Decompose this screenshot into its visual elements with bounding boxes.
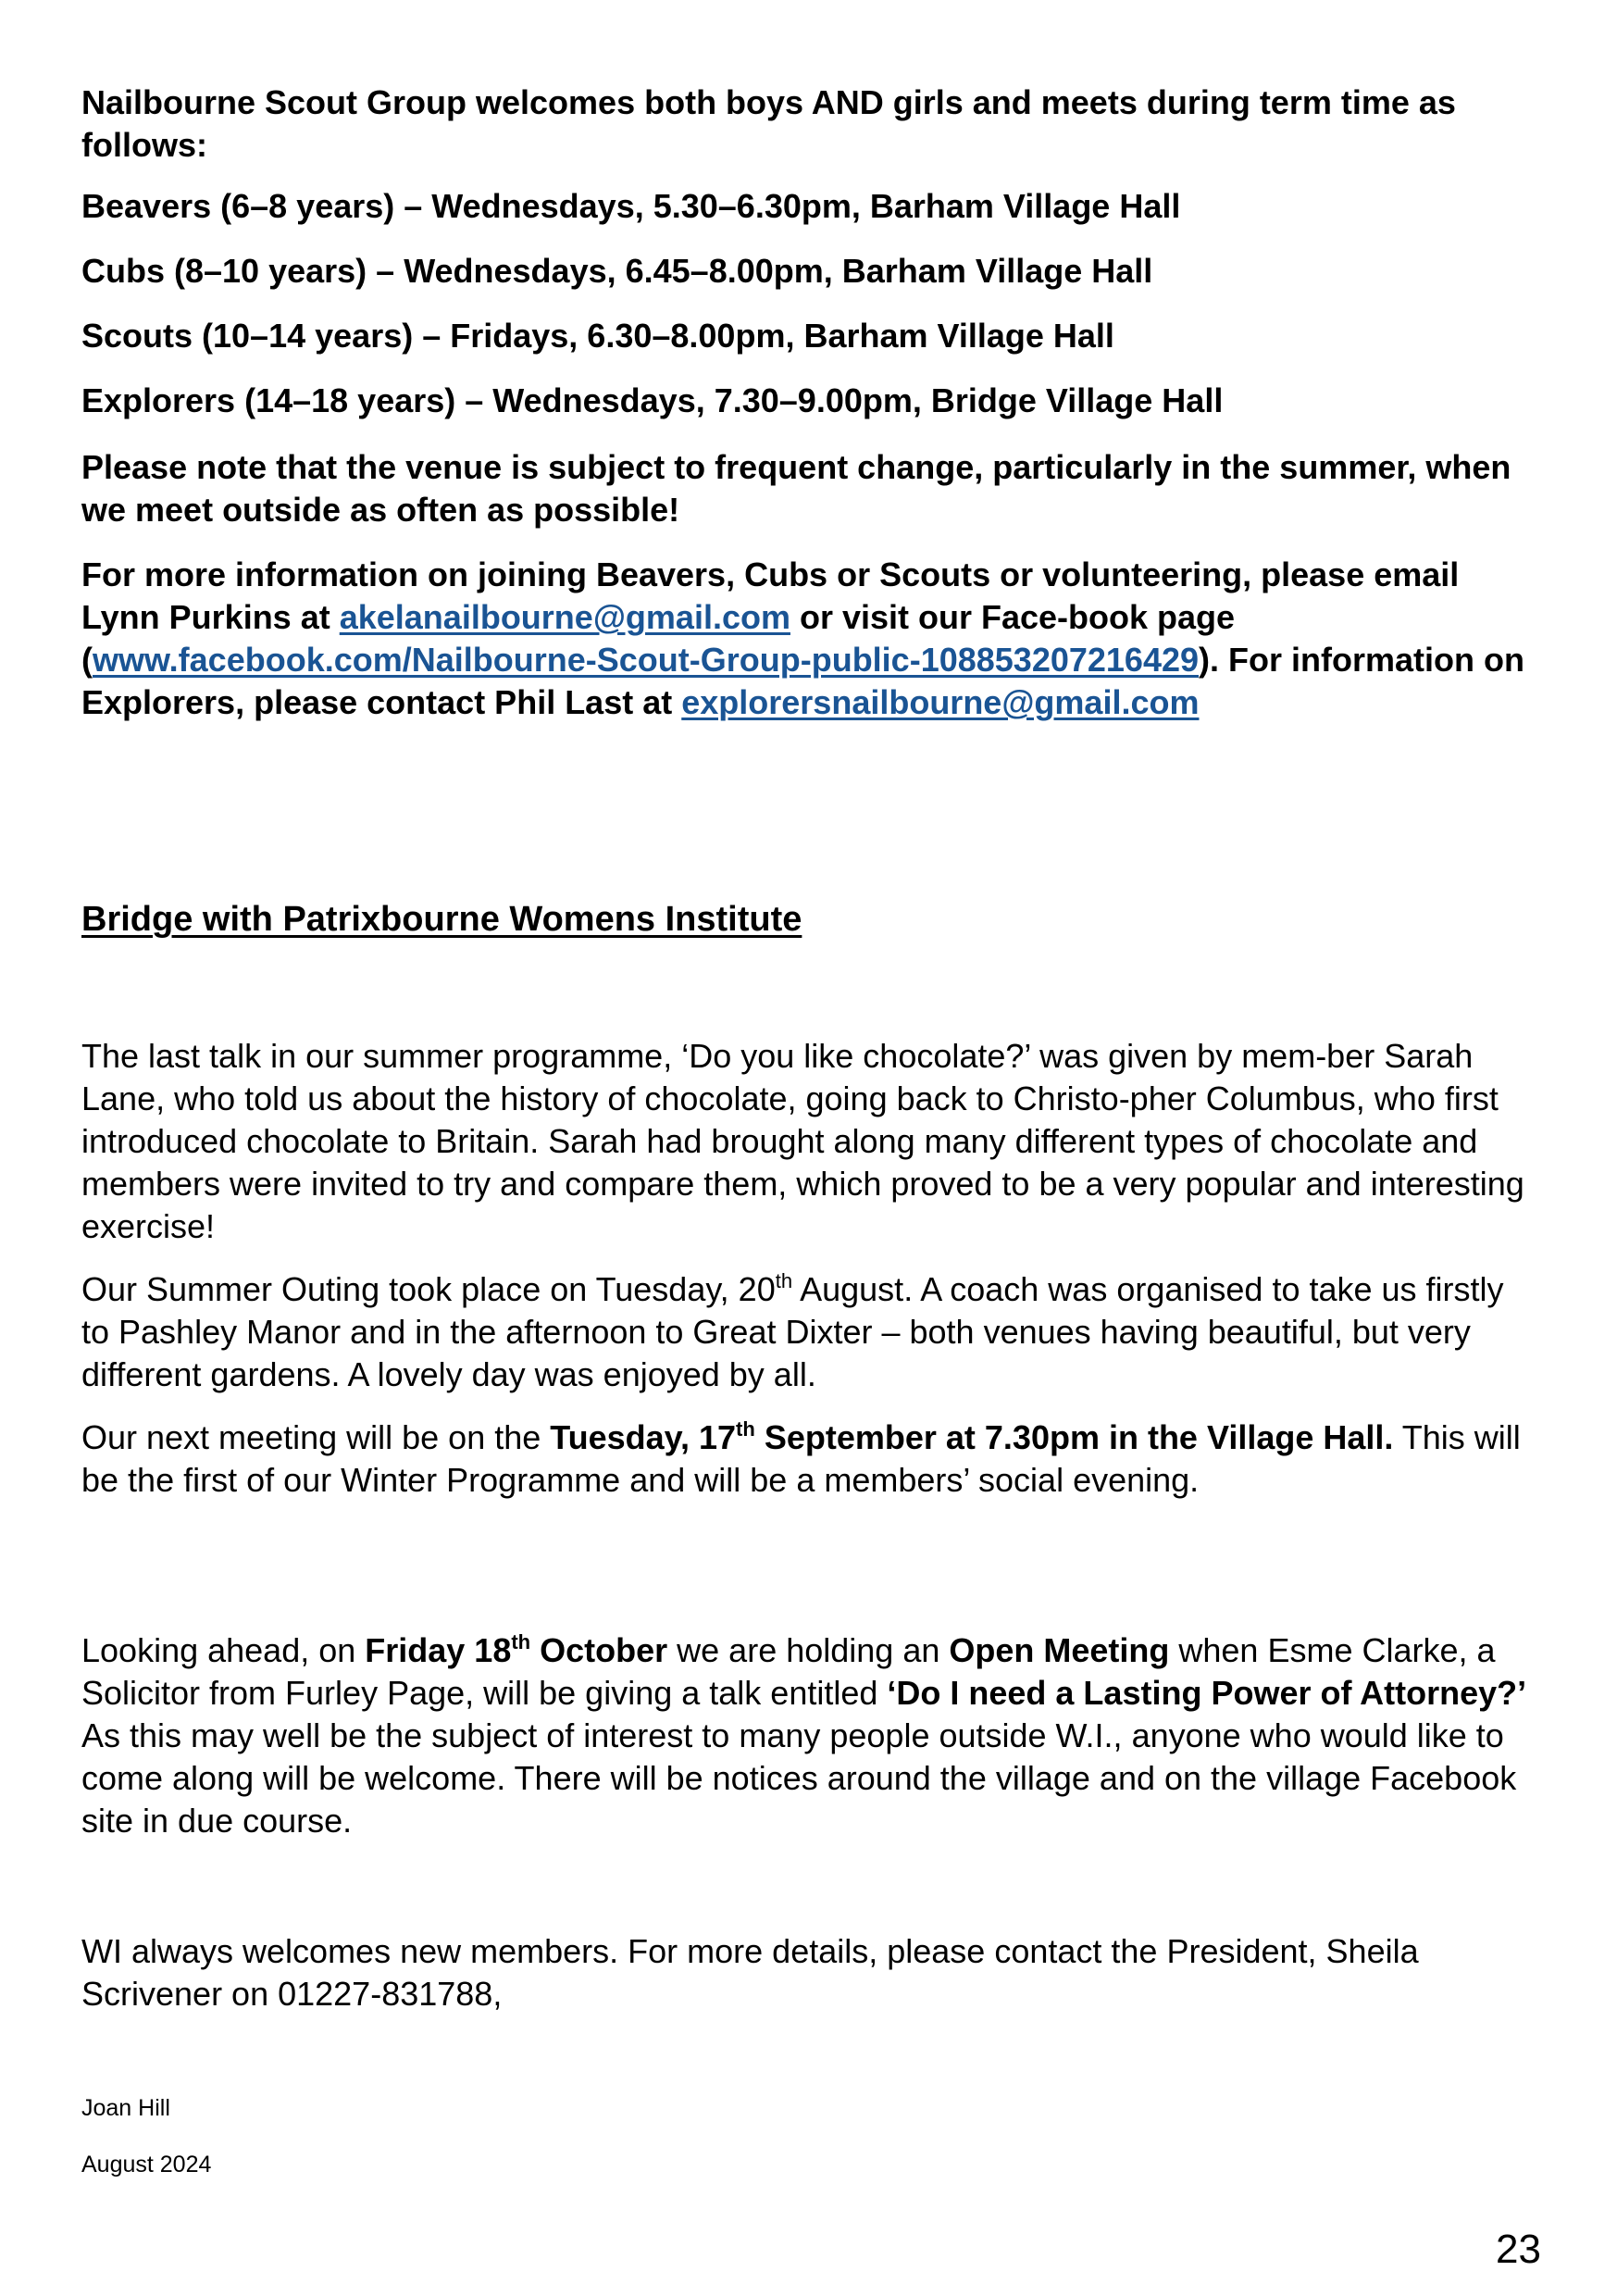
email-link-akela[interactable]: akelanailbourne@gmail.com [339, 598, 790, 636]
email-link-explorers[interactable]: explorersnailbourne@gmail.com [681, 683, 1200, 721]
facebook-link[interactable]: www.facebook.com/Nailbourne-Scout-Group-public-108853207216429 [93, 641, 1200, 679]
article-date: August 2024 [81, 2152, 212, 2177]
scouts-schedule: Scouts (10–14 years) – Fridays, 6.30–8.00pm, Barham Village Hall [81, 317, 1114, 355]
page-number: 23 [1496, 2227, 1541, 2272]
scout-intro: Nailbourne Scout Group welcomes both boys AND girls and meets during term time as follows: [81, 83, 1456, 164]
wi-paragraph-next-meeting: Our next meeting will be on the Tuesday, 17th September at 7.30pm in the Village Hall. This will be the first of our Winter Programme and will be a members’ social evening. [81, 1417, 1521, 1499]
wi-paragraph-chocolate: The last talk in our summer programme, ‘Do you like chocolate?’ was given by mem-ber Sarah Lane, who told us about the history of chocolate, going back to Christo-pher Columbus, who first introduced chocolate to Britain. Sarah had brought along many different types of chocolate and members were invited to try and compare them, which proved to be a very popular and interesting exercise! [81, 1037, 1524, 1245]
wi-paragraph-membership: WI always welcomes new members. For more details, please contact the President, Sheila Scrivener on 01227-831788, [81, 1932, 1419, 2013]
scout-contact: For more information on joining Beavers, Cubs or Scouts or volunteering, please email Lynn Purkins at akelanailbourne@gmail.com or visit our Face-book page (www.facebook.com/Nailbourne-Scout-Group-public-108853207216429). For information on Explorers, please contact Phil Last at explorersnailbourne@gmail.com [81, 555, 1524, 721]
beavers-schedule: Beavers (6–8 years) – Wednesdays, 5.30–6.30pm, Barham Village Hall [81, 187, 1181, 225]
explorers-schedule: Explorers (14–18 years) – Wednesdays, 7.30–9.00pm, Bridge Village Hall [81, 381, 1224, 419]
cubs-schedule: Cubs (8–10 years) – Wednesdays, 6.45–8.00pm, Barham Village Hall [81, 252, 1153, 290]
wi-paragraph-open-meeting: Looking ahead, on Friday 18th October we are holding an Open Meeting when Esme Clarke, a Solicitor from Furley Page, will be giving a talk entitled ‘Do I need a Lasting Power of Attorney?’ As this may well be the subject of interest to many people outside W.I., anyone who would like to come along will be welcome. There will be notices around the village and on the village Facebook site in due course. [81, 1630, 1527, 1840]
wi-heading: Bridge with Patrixbourne Womens Institute [81, 900, 802, 939]
venue-note: Please note that the venue is subject to frequent change, particularly in the summer, when we meet outside as often as possible! [81, 448, 1511, 529]
author-name: Joan Hill [81, 2095, 170, 2121]
wi-paragraph-outing: Our Summer Outing took place on Tuesday, 20th August. A coach was organised to take us firstly to Pashley Manor and in the afternoon to Great Dixter – both venues having beautiful, but very different gardens. A lovely day was enjoyed by all. [81, 1269, 1504, 1393]
